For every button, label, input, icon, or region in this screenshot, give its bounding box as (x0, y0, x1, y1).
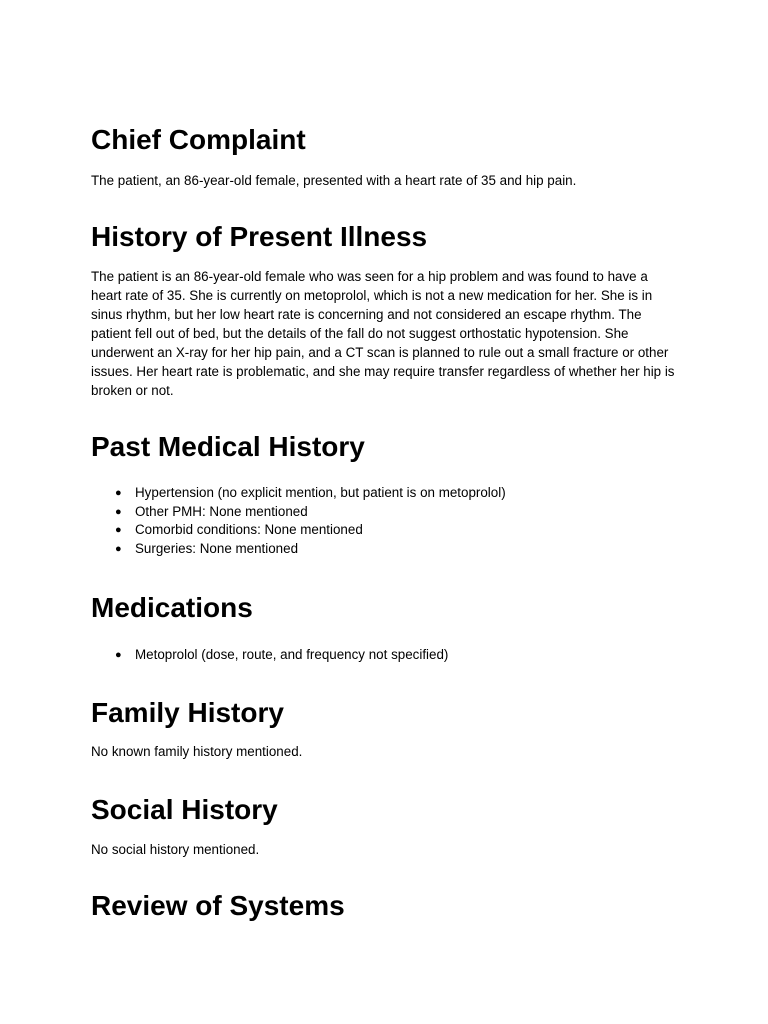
bullet-icon: ● (115, 505, 122, 518)
list-item (91, 646, 676, 665)
list-item (91, 540, 676, 559)
bullet-icon: ● (115, 487, 122, 499)
list-item-text: Metoprolol (dose, route, and frequency not specified) (135, 647, 449, 662)
review-of-systems-heading: Review of Systems (91, 890, 345, 921)
family-history-text: No known family history mentioned. (91, 744, 303, 759)
social-history-heading: Social History (91, 794, 278, 825)
family-history-heading: Family History (91, 697, 284, 728)
past-medical-history-list (91, 484, 676, 559)
bullet-icon: ● (115, 524, 122, 537)
bullet-icon: ● (115, 649, 122, 661)
chief-complaint-text: The patient, an 86-year-old female, presented with a heart rate of 35 and hip pain. (91, 173, 577, 188)
hpi-heading: History of Present Illness (91, 221, 428, 252)
medications-heading: Medications (91, 592, 253, 623)
list-item-text: Other PMH: None mentioned (135, 503, 308, 519)
past-medical-history-heading: Past Medical History (91, 431, 365, 462)
list-item (91, 521, 676, 540)
chief-complaint-heading: Chief Complaint (91, 124, 306, 155)
list-item-text: Comorbid conditions: None mentioned (135, 522, 363, 538)
list-item-text: Surgeries: None mentioned (135, 541, 299, 557)
list-item (91, 484, 676, 503)
social-history-text: No social history mentioned. (91, 842, 260, 857)
list-item (91, 503, 676, 522)
bullet-icon: ● (115, 543, 122, 556)
hpi-text: The patient is an 86-year-old female who was seen for a hip problem and was found to have a heart rate of 35. She is currently on metoprolol, which is not a new medication for her. She is in sinus rhythm, but her low heart rate is concerning and not considered an escape rhythm. The patient fell out of bed, but the details of the fall do not suggest orthostatic hypotension. She underwent an X-ray for her hip pain, and a CT scan is planned to rule out a small fracture or other issues. Her heart rate is problematic, and she may require transfer regardless of whether her hip is broken or not. (91, 269, 675, 398)
medications-list (91, 646, 676, 665)
list-item-text: Hypertension (no explicit mention, but patient is on metoprolol) (135, 485, 506, 500)
